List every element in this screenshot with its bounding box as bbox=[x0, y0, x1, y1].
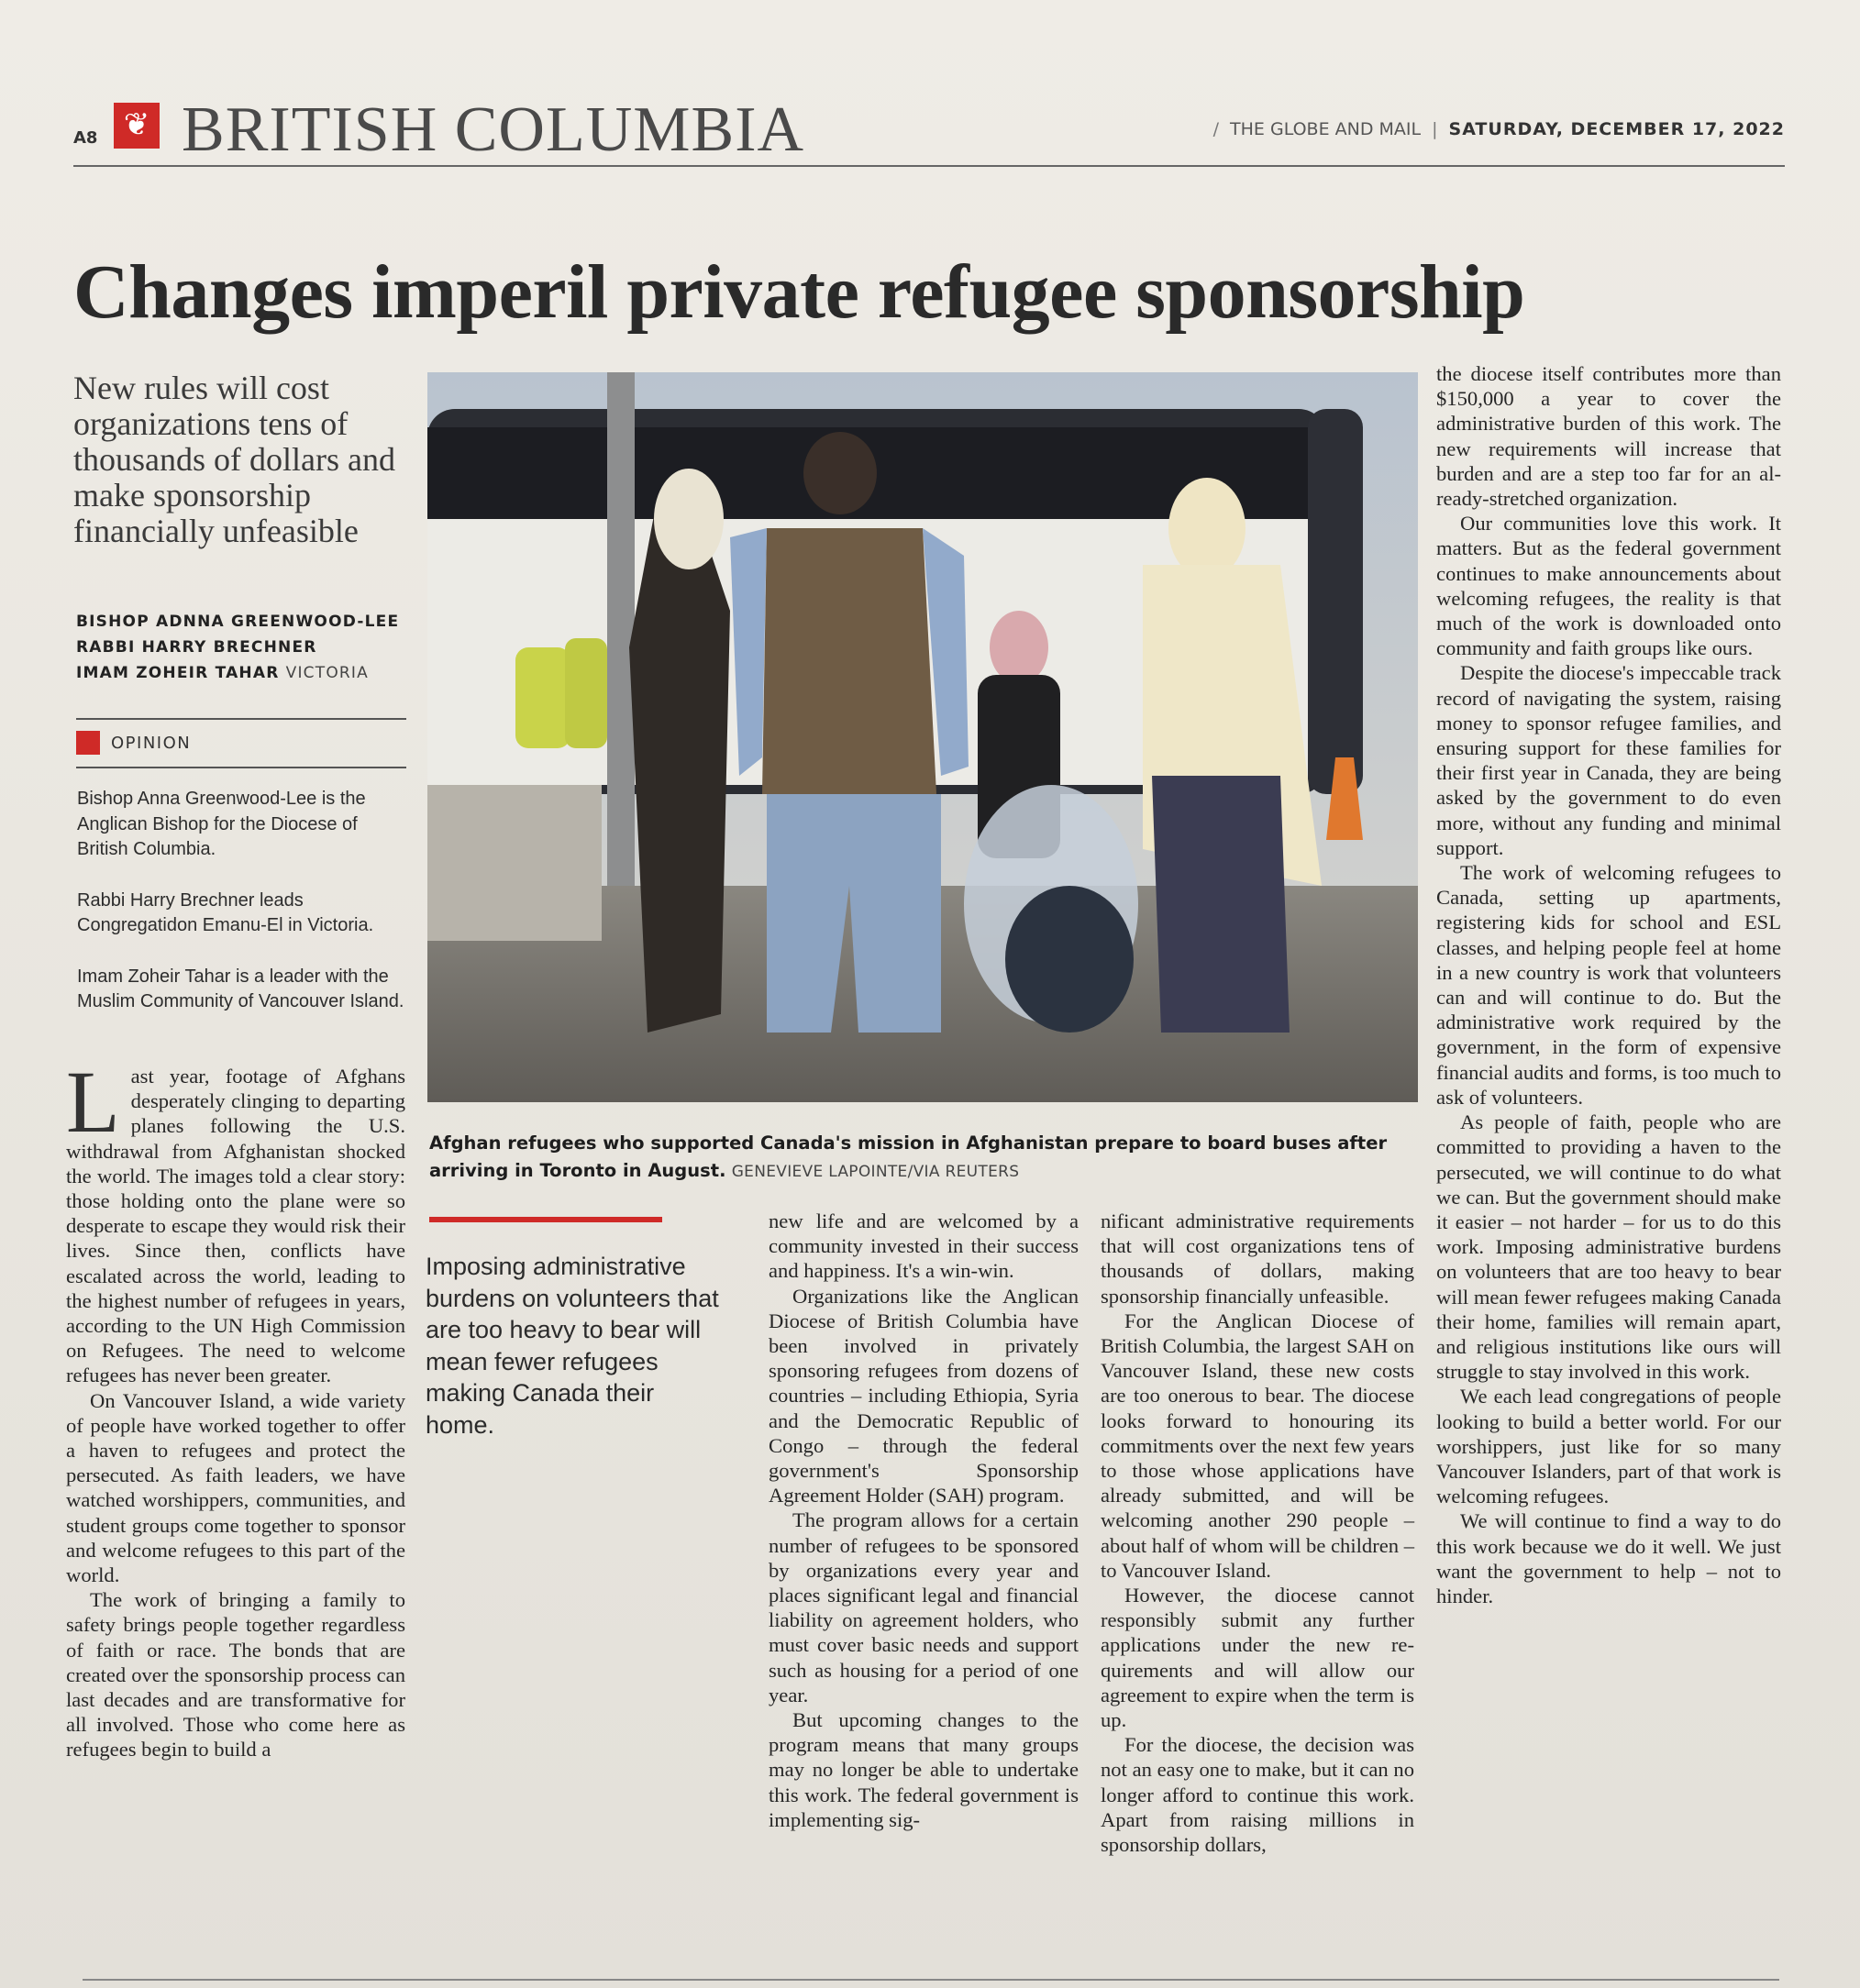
author-1: BISHOP ADNNA GREENWOOD-LEE bbox=[76, 613, 400, 631]
photo-caption bbox=[429, 1130, 1420, 1186]
section-title: BRITISH COLUMBIA bbox=[182, 94, 805, 165]
paragraph: Organizations like the Anglican Diocese of British Columbia have been involved in privately sponsoring refugees from dozens of countries – including Ethiopia, Syria and the Democratic Republic of Congo – through the federal government's Sponsorship Agreement Holder (SAH) program. bbox=[769, 1284, 1079, 1508]
paragraph: The program allows for a certain number of refugees to be sponsored by organizations every year and places significant legal and financial liability on agreement holders, who must cover basic needs and support such as housing for a period of one year. bbox=[769, 1508, 1079, 1706]
bio-1: Bishop Anna Greenwood-Lee is the Anglican Bishop for the Diocese of British Columbia. bbox=[77, 789, 366, 859]
author-3: IMAM ZOHEIR TAHAR VICTORIA bbox=[76, 664, 369, 682]
news-photo bbox=[427, 372, 1418, 1102]
bio-3: Imam Zoheir Tahar is a leader with the Muslim Community of Vancouver Island. bbox=[77, 966, 404, 1011]
publication-name: THE GLOBE AND MAIL bbox=[1230, 119, 1422, 139]
paragraph: However, the diocese cannot responsibly submit any further applications under the new requirements and will allow our agreement to expire when the term is up. bbox=[1101, 1584, 1414, 1732]
paragraph: ast year, footage of Afghans desperately clinging to departing planes following the U.S. withdrawal from Afghanistan shocked the world. The images told a clear story: those holding onto the plane were so desperate to escape they would risk their lives. Since then, conflicts have escalated across the world, leading to the highest number of refugees in years, according to the UN High Commission on Refugees. The need to welcome refugees has never been greater. bbox=[66, 1065, 405, 1387]
maple-leaf-icon: ❦ bbox=[114, 103, 160, 149]
opinion-label bbox=[76, 730, 191, 756]
body-column-3 bbox=[769, 1209, 1079, 1832]
body-column-1 bbox=[66, 1053, 405, 1762]
pull-quote-rule bbox=[429, 1217, 662, 1222]
paragraph: For the Anglican Diocese of British Columbia, the largest SAH on Vancouver Island, these new costs are too onerous to bear. The diocese looks forward to honouring its commitments over the next few years to those whose applications have already submitted, and will be welcoming another 290 people – about half of whom will be children – to Vancouver Island. bbox=[1101, 1309, 1414, 1582]
page-header bbox=[73, 94, 1785, 172]
paragraph: the diocese itself contributes more than $150,000 a year to cover the administrative burden of this work. The new requirements will increase that burden and are a step too far for an already-stretched organization. bbox=[1436, 362, 1781, 511]
deck: New rules will cost organizations tens of thousands of dollars and make sponsorship financially unfeasible bbox=[73, 370, 395, 549]
paragraph: nificant administrative requirements that will cost organizations tens of thousands of dollars, making sponsorship financially unfeasible. bbox=[1101, 1209, 1414, 1308]
pull-quote: Imposing administrative burdens on volunteers that are too heavy to bear will mean fewer refugees making Canada their home. bbox=[426, 1253, 719, 1439]
paragraph: Despite the diocese's impeccable track record of navigating the system, raising money to sponsor refugee families, and ensuring support for these families for their first year in Canada, they are being asked by the government to do even more, without any funding and minimal support. bbox=[1436, 661, 1781, 859]
header-rule bbox=[73, 165, 1785, 167]
author-location: VICTORIA bbox=[285, 664, 369, 682]
body-column-4 bbox=[1101, 1209, 1414, 1857]
label-rule-top bbox=[76, 718, 406, 720]
masthead: / THE GLOBE AND MAIL | SATURDAY, DECEMBER 17, 2022 bbox=[1212, 119, 1785, 139]
page-number: A8 bbox=[73, 128, 98, 148]
paragraph: On Vancouver Island, a wide variety of people have worked together to offer a haven to refugees and protect the persecuted. As faith leaders, we have watched worshippers, communities, and student groups come together to sponsor and welcome refugees to this part of the world. bbox=[66, 1388, 405, 1587]
issue-date: SATURDAY, DECEMBER 17, 2022 bbox=[1448, 119, 1785, 139]
paragraph: Our communities love this work. It matters. But as the federal government continues to make announcements about welcoming refugees, the reality is that much of the work is downloaded onto community and faith groups like ours. bbox=[1436, 512, 1781, 660]
author-bios bbox=[77, 787, 407, 1041]
caption-text: Afghan refugees who supported Canada's mission in Afghanistan prepare to board buses after arriving in Toronto in August. bbox=[429, 1132, 1388, 1181]
drop-cap: L bbox=[66, 1053, 120, 1151]
author-2: RABBI HARRY BRECHNER bbox=[76, 638, 317, 657]
paragraph: But upcoming changes to the program means that many groups may no longer be able to undertake this work. The federal government is implementing sig- bbox=[769, 1708, 1079, 1831]
paragraph: The work of bringing a family to safety brings people together regardless of faith or race. The bonds that are created over the sponsorship process can last decades and are transformative for all involved. Those who come here as refugees begin to build a bbox=[66, 1588, 405, 1762]
footer-rule bbox=[83, 1979, 1779, 1981]
paragraph: For the diocese, the decision was not an easy one to make, but it can no longer afford to continue this work. Apart from raising millions in sponsorship dollars, bbox=[1101, 1733, 1414, 1857]
headline: Changes imperil private refugee sponsorship bbox=[73, 249, 1525, 335]
red-square-icon bbox=[76, 731, 100, 755]
paragraph: As people of faith, people who are committed to providing a haven to the persecuted, we will continue to do what we can. But the government should make it easier – not harder – for us to do this work. Imposing administrative burdens on volunteers that are too heavy to bear will mean fewer refugees making Canada their home, families will remain apart, and religious institutions like ours will struggle to stay involved in this work. bbox=[1436, 1110, 1781, 1384]
photo-credit: GENEVIEVE LAPOINTE/VIA REUTERS bbox=[731, 1163, 1020, 1181]
byline bbox=[76, 609, 425, 686]
label-rule-bottom bbox=[76, 767, 406, 768]
bio-2: Rabbi Harry Brechner leads Congregatidon Emanu-El in Victoria. bbox=[77, 889, 374, 935]
body-column-5 bbox=[1436, 361, 1781, 1608]
paragraph: We each lead congregations of people looking to build a better world. For our worshippers, just like for so many Vancouver Islanders, part of that work is welcoming refugees. bbox=[1436, 1385, 1781, 1508]
opinion-label-text: OPINION bbox=[111, 733, 192, 753]
paragraph: The work of welcoming refugees to Canada, setting up apartments, registering kids for school and ESL classes, and helping people feel at home in a new country is work that volunteers can and will continue to do. But the administrative work required by the government, in the form of expensive financial audits and forms, is too much to ask of volunteers. bbox=[1436, 861, 1781, 1109]
paragraph: We will continue to find a way to do this work because we do it well. We just want the government to help – not to hinder. bbox=[1436, 1509, 1781, 1607]
paragraph: new life and are welcomed by a community invested in their success and happiness. It's a win-win. bbox=[769, 1209, 1079, 1283]
